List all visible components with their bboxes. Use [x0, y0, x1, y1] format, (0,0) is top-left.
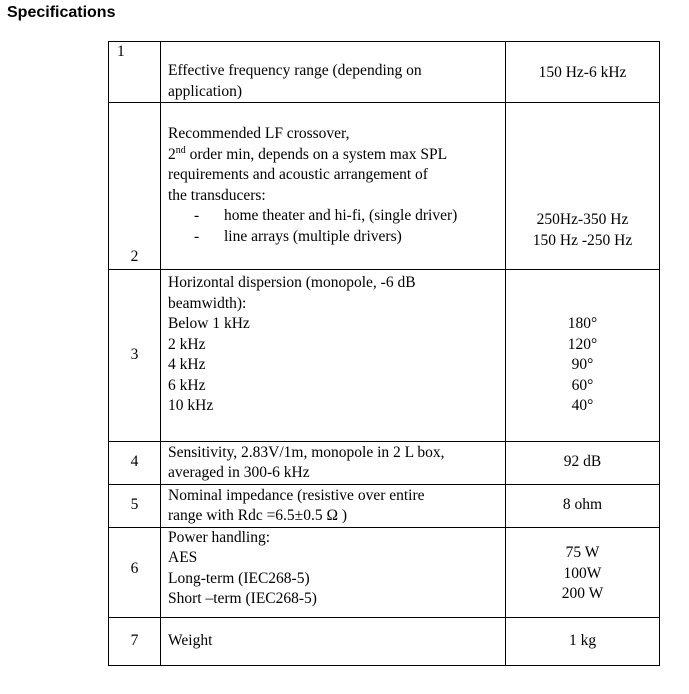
description-line — [168, 145, 501, 166]
description-line: 2 kHz — [168, 335, 206, 353]
spec-description — [161, 484, 506, 527]
row-number: 5 — [109, 484, 161, 527]
bullet-item — [168, 206, 501, 227]
spec-description — [161, 103, 506, 270]
spec-description — [161, 42, 506, 103]
description-line: AES — [168, 549, 198, 567]
dash-bullet-icon: - — [194, 227, 200, 245]
description-line: averaged in 300-6 kHz — [168, 464, 310, 482]
description-line: Long-term (IEC268-5) — [168, 569, 310, 587]
value-line: 1 kg — [568, 632, 597, 650]
row-number: 7 — [109, 617, 161, 665]
description-line: Below 1 kHz — [168, 315, 250, 333]
description-line: requirements and acoustic arrangement of — [168, 166, 428, 184]
order-text: order min, depends on a system max SPL — [185, 145, 448, 163]
table-row — [109, 270, 660, 441]
table-row — [109, 103, 660, 270]
description-line: beamwidth): — [168, 294, 247, 312]
value-line: 8 ohm — [562, 496, 603, 514]
spec-description — [161, 527, 506, 617]
row-number: 3 — [109, 270, 161, 441]
table-row — [109, 441, 660, 484]
row-number: 6 — [109, 527, 161, 617]
value-line: 120° — [567, 335, 598, 353]
value-line: 75 W — [565, 544, 600, 562]
description-line: Recommended LF crossover, — [168, 125, 350, 143]
value-line: 180° — [567, 315, 598, 333]
description-line: Effective frequency range (depending on — [168, 62, 422, 80]
specifications-table — [108, 41, 660, 666]
value-line: 90° — [571, 356, 594, 374]
table-row — [109, 484, 660, 527]
description-line: Power handling: — [168, 528, 271, 546]
description-line: Short –term (IEC268-5) — [168, 590, 317, 608]
description-line: 4 kHz — [168, 356, 206, 374]
row-number: 1 — [109, 42, 161, 103]
bullet-item — [168, 227, 501, 248]
row-number: 4 — [109, 441, 161, 484]
spec-value — [506, 617, 660, 665]
description-line: Horizontal dispersion (monopole, -6 dB — [168, 274, 416, 292]
value-line: 92 dB — [563, 453, 602, 471]
table-row — [109, 527, 660, 617]
order-number: 2 — [168, 145, 176, 163]
spec-value — [506, 484, 660, 527]
table-row — [109, 42, 660, 103]
value-line: 40° — [571, 397, 594, 415]
value-line: 250Hz-350 Hz — [536, 211, 629, 229]
value-line: 200 W — [561, 585, 604, 603]
spec-value — [506, 103, 660, 270]
description-line: Sensitivity, 2.83V/1m, monopole in 2 L box, — [168, 443, 445, 461]
value-line: 100W — [563, 564, 602, 582]
description-line: 10 kHz — [168, 397, 214, 415]
spec-value — [506, 270, 660, 441]
spec-description — [161, 441, 506, 484]
bullet-text: home theater and hi-fi, (single driver) — [224, 207, 458, 225]
row-number: 2 — [109, 103, 161, 270]
description-line: 6 kHz — [168, 376, 206, 394]
spec-value — [506, 42, 660, 103]
bullet-text: line arrays (multiple drivers) — [224, 227, 402, 245]
description-line: Weight — [168, 632, 213, 650]
page-title: Specifications — [7, 4, 116, 21]
spec-value — [506, 441, 660, 484]
value-line: 150 Hz -250 Hz — [532, 231, 633, 249]
spec-description — [161, 270, 506, 441]
description-line: the transducers: — [168, 186, 266, 204]
spec-value — [506, 527, 660, 617]
description-line: range with Rdc =6.5±0.5 Ω ) — [168, 507, 347, 525]
description-line: application) — [168, 82, 243, 100]
spec-description — [161, 617, 506, 665]
value-line: 60° — [571, 376, 594, 394]
table-row — [109, 617, 660, 665]
order-superscript: nd — [175, 144, 186, 156]
dash-bullet-icon: - — [194, 207, 200, 225]
value-line: 150 Hz-6 kHz — [538, 64, 627, 81]
description-line: Nominal impedance (resistive over entire — [168, 486, 425, 504]
